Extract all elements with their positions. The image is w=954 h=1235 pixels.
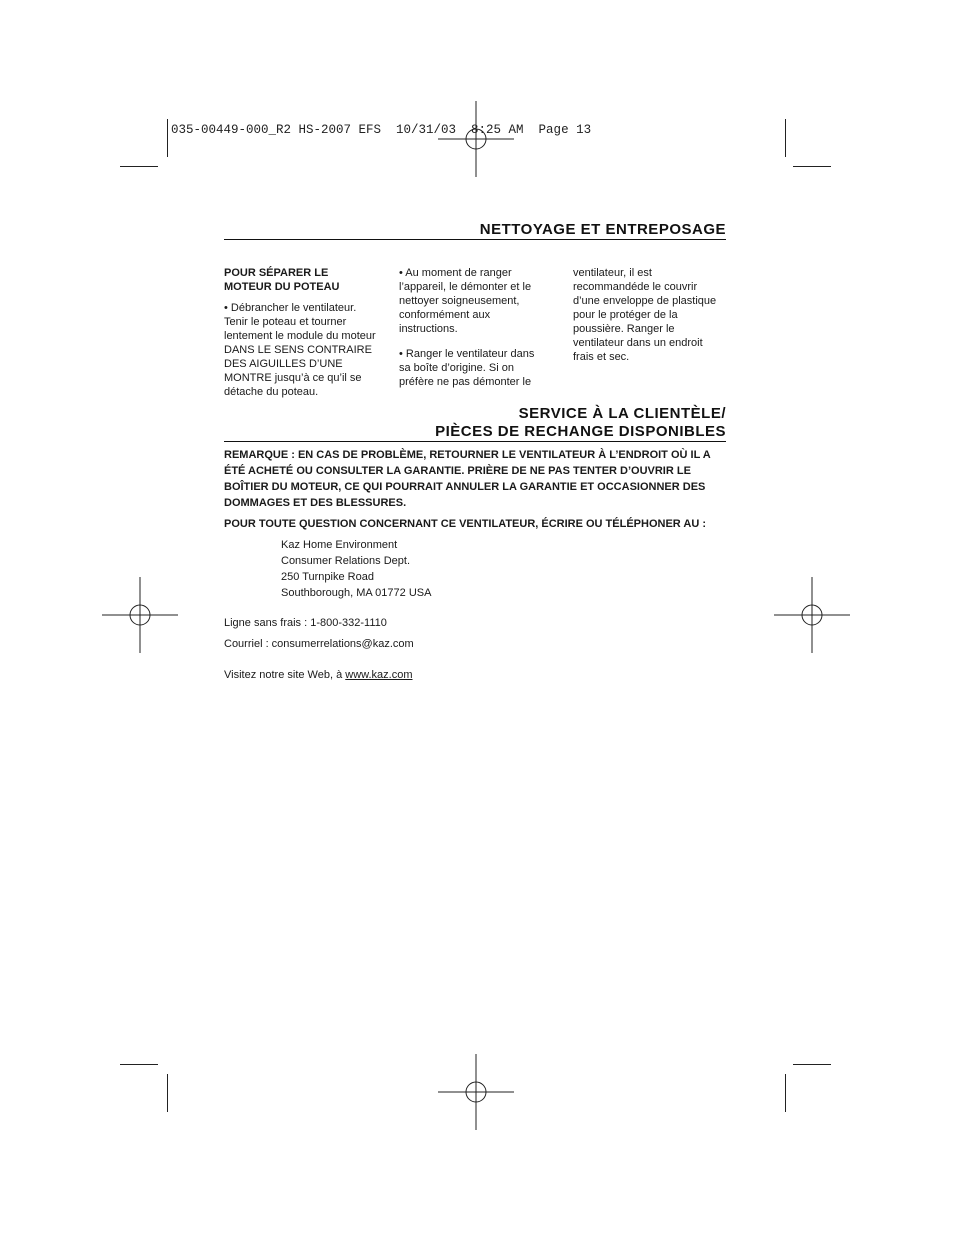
crop-mark-bottom-left-h — [120, 1064, 158, 1065]
crop-mark-bottom-right-h — [793, 1064, 831, 1065]
instruction-text: • Débrancher le ventilateur. Tenir le poteau et tourner lentement le module du moteur DANS LE SENS CONTRAIRE DES AIGUILLES D’UNE MONTRE jusqu’à ce qu’il se détache du poteau. — [224, 302, 376, 398]
section-title-line-1: SERVICE À LA CLIENTÈLE/ — [518, 405, 726, 422]
remark-warning: REMARQUE : EN CAS DE PROBLÈME, RETOURNER LE VENTILATEUR À L’ENDROIT OÙ IL A ÉTÉ ACHETÉ OU CONSULTER LA GARANTIE. PRIÈRE DE NE PAS TENTER D’OUVRIR LE BOÎTIER DU MOTEUR, CE QUI POURRAIT ANNULER LA GARANTIE ET OCCASIONNER DES DOMMAGES ET DES BLESSURES. — [224, 449, 711, 509]
column-2 — [399, 266, 545, 400]
website-line — [224, 668, 413, 682]
subheading-separate-motor — [224, 266, 376, 294]
contact-question: POUR TOUTE QUESTION CONCERNANT CE VENTILATEUR, ÉCRIRE OU TÉLÉPHONER AU : — [224, 518, 706, 530]
column-3 — [573, 266, 725, 375]
crop-mark-bottom-right-v — [785, 1074, 786, 1112]
storage-paragraph-1: • Au moment de ranger l’appareil, le démonter et le nettoyer soigneusement, conformément aux instructions. — [399, 267, 532, 335]
registration-mark-bottom-icon — [438, 1054, 514, 1130]
crop-mark-top-left-v — [167, 119, 168, 157]
registration-mark-top-icon — [438, 101, 514, 177]
column-1 — [224, 266, 376, 410]
address-line-3: 250 Turnpike Road — [281, 571, 374, 583]
storage-paragraph-2: • Ranger le ventilateur dans sa boîte d’origine. Si on préfère ne pas démonter le — [399, 348, 535, 388]
storage-paragraph-3: ventilateur, il est recommandéde le couvrir d’une enveloppe de plastique pour le protéger de la poussière. Ranger le ventilateur dans un endroit frais et sec. — [573, 267, 717, 363]
address-line-4: Southborough, MA 01772 USA — [281, 587, 432, 599]
subheading-line-2: MOTEUR DU POTEAU — [224, 281, 340, 293]
section-rule — [224, 441, 726, 442]
section-title-customer-service — [224, 405, 726, 441]
registration-mark-right-icon — [774, 577, 850, 653]
print-slug-line: 035-00449-000_R2 HS-2007 EFS 10/31/03 8:25 AM Page 13 — [171, 123, 592, 137]
email-line: Courriel : consumerrelations@kaz.com — [224, 638, 414, 650]
subheading-line-1: POUR SÉPARER LE — [224, 267, 329, 279]
crop-mark-top-left-h — [120, 166, 158, 167]
registration-mark-left-icon — [102, 577, 178, 653]
address-line-2: Consumer Relations Dept. — [281, 555, 411, 567]
address-line-1: Kaz Home Environment — [281, 539, 398, 551]
section-title-cleaning-storage: NETTOYAGE ET ENTREPOSAGE — [479, 221, 726, 238]
crop-mark-top-right-v — [785, 119, 786, 157]
phone-line: Ligne sans frais : 1-800-332-1110 — [224, 617, 387, 629]
crop-mark-bottom-left-v — [167, 1074, 168, 1112]
mailing-address — [281, 537, 431, 601]
section-rule — [224, 239, 726, 240]
section-title-line-2: PIÈCES DE RECHANGE DISPONIBLES — [435, 423, 726, 440]
website-link[interactable]: www.kaz.com — [345, 669, 413, 681]
crop-mark-top-right-h — [793, 166, 831, 167]
website-prefix: Visitez notre site Web, à — [224, 669, 346, 681]
